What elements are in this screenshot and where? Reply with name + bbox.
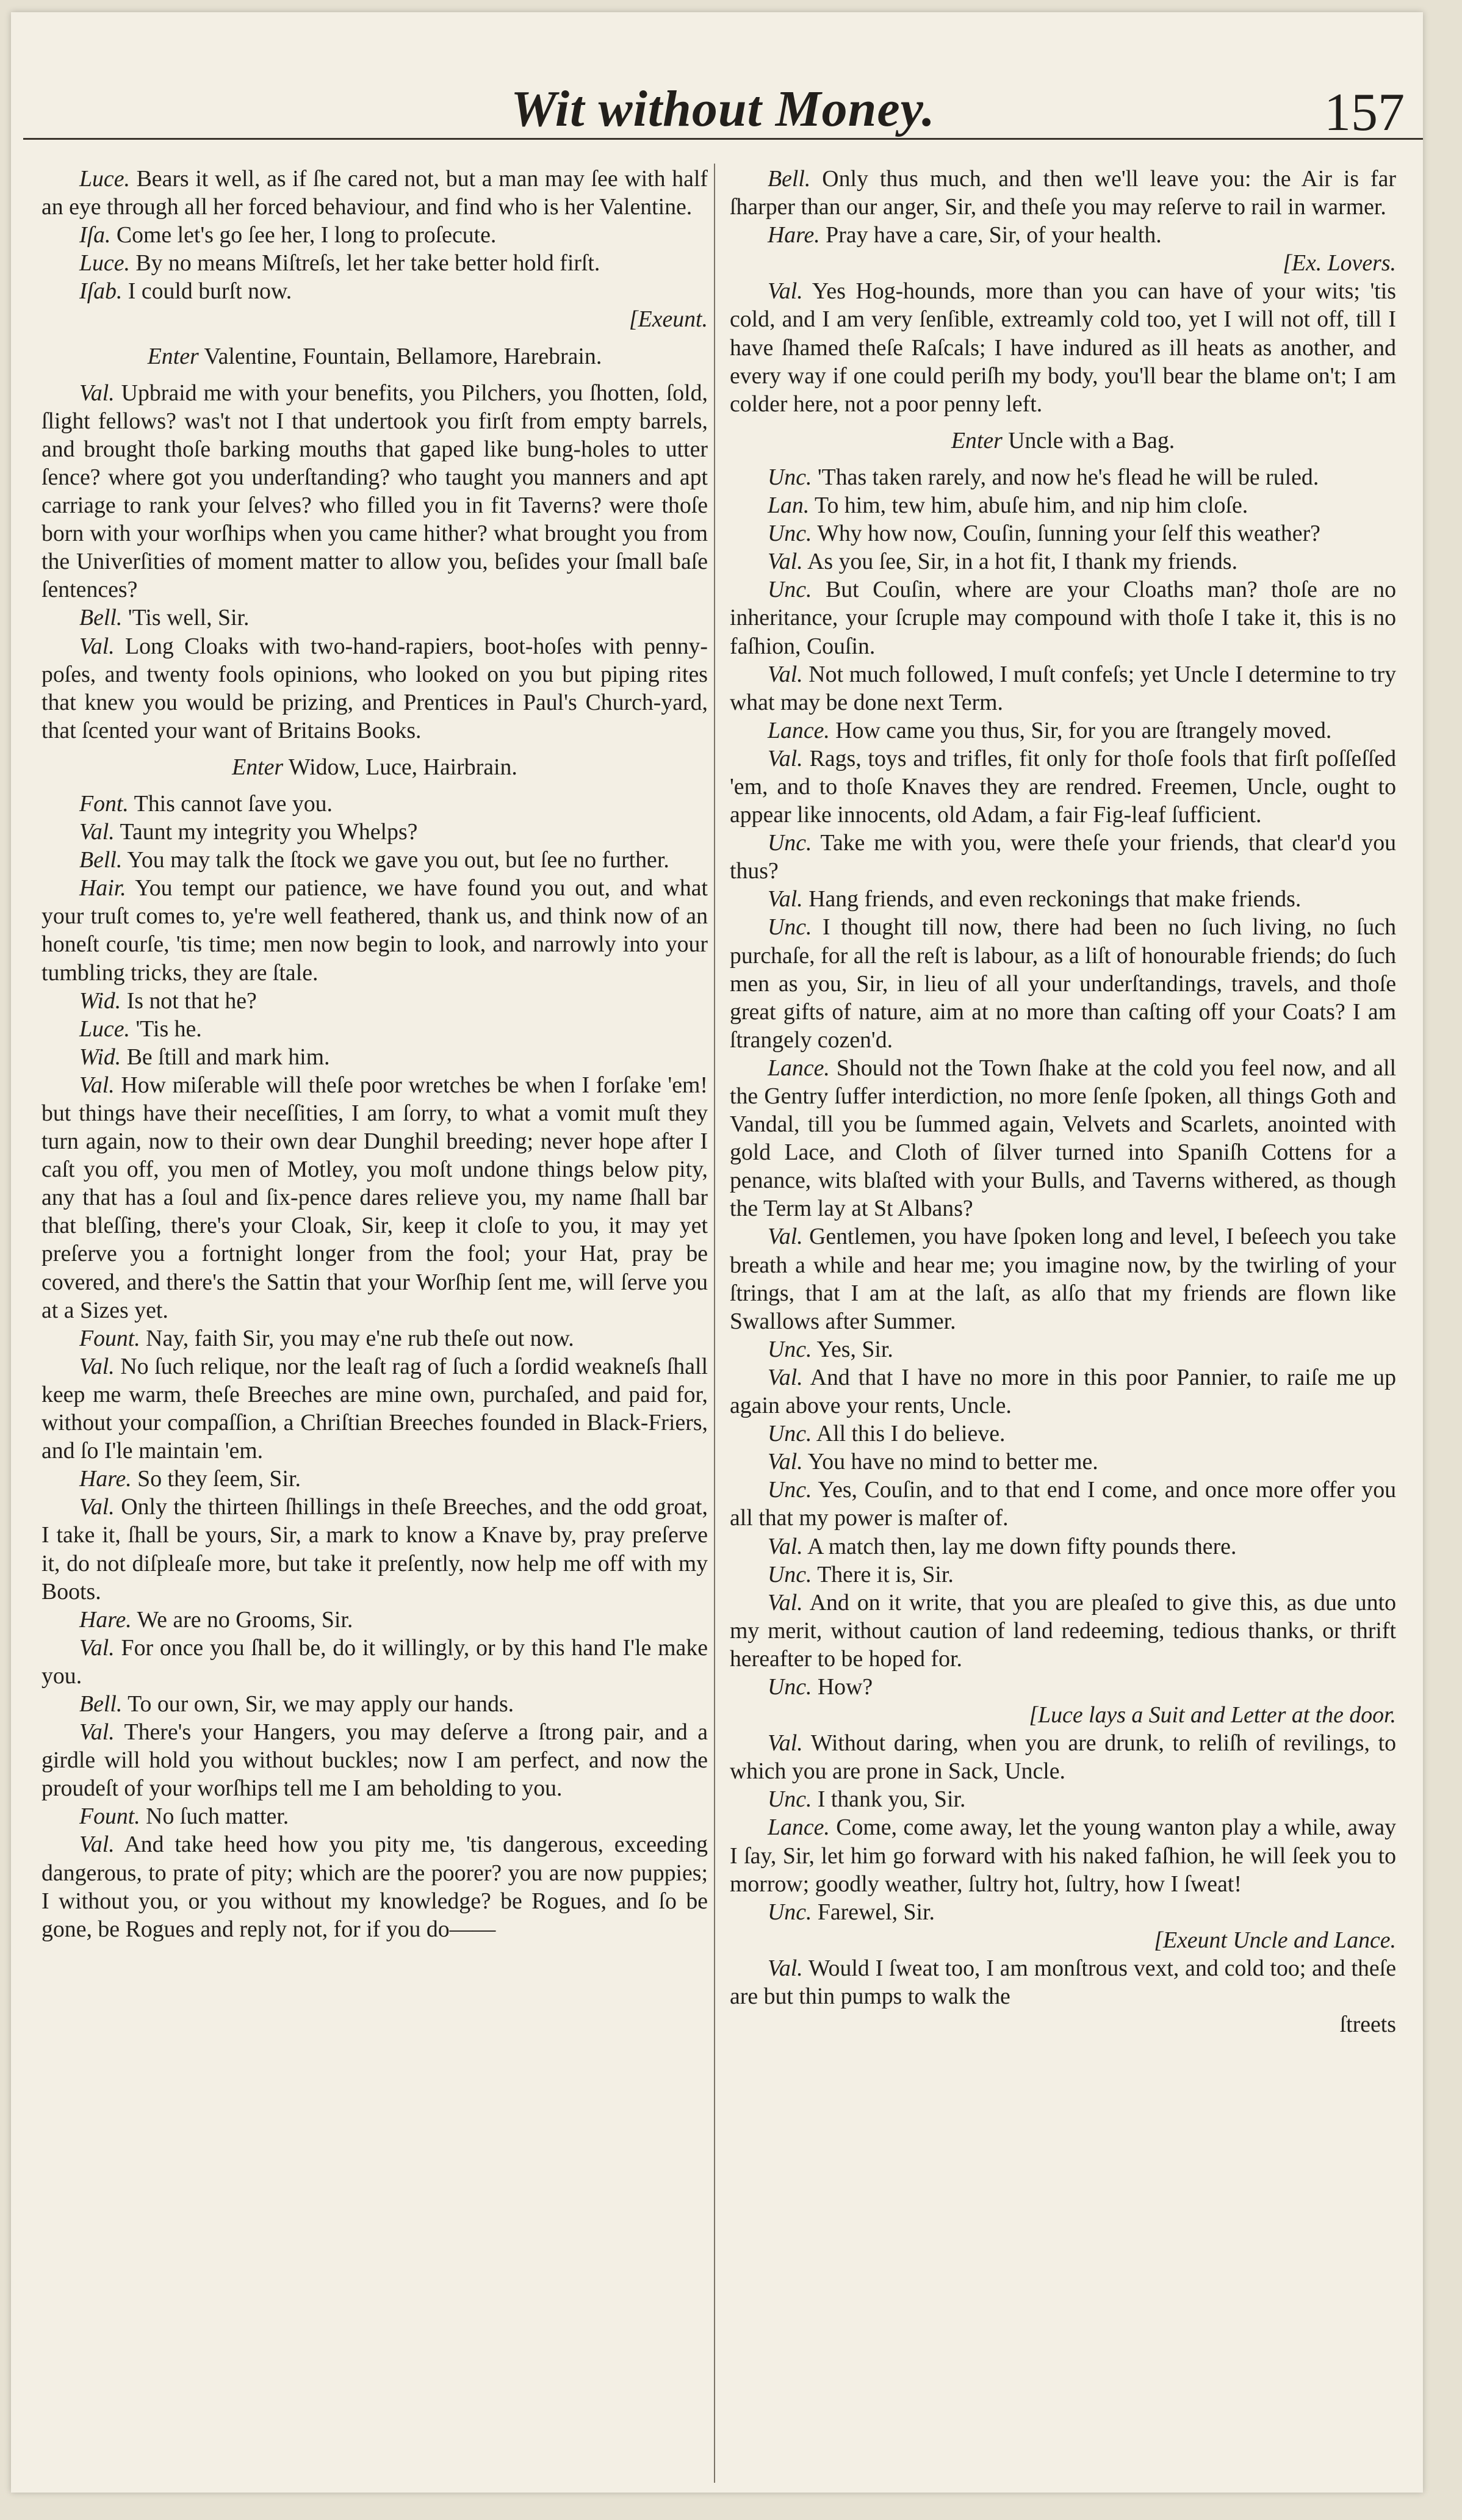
stage-direction: [Luce lays a Suit and Letter at the door. [1029,1702,1396,1728]
speech [41,604,708,632]
speaker-name: Val. [768,1533,803,1559]
speaker-name: Bell. [79,605,123,631]
speech [730,491,1396,519]
speaker-name: Fount. [79,1803,140,1830]
speech-text: I could burſt now. [122,278,292,305]
speech-text: Only thus much, and then we'll leave you: the Air is far ſharper than our anger, Sir, and theſe you may reſerve to rail in warmer. [730,166,1396,220]
speech [41,277,708,305]
speaker-name: Val. [768,1449,803,1475]
speaker-name: Val. [79,1494,115,1520]
speaker-name: Unc. [768,1899,812,1925]
speech-text: Upbraid me with your benefits, you Pilchers, you ſhotten, ſold, ſlight fellows? was't not I that undertook you firſt from empty barrels, and brought thoſe barking mouths that gaped like bung-holes to utter ſence? where got you underſtanding? who taught you manners and apt carriage to rank your ſelves? who filled you in fit Taverns? were thoſe born with your worſhips when you came hither? what brought you from the Univerſities of moment matter to allow you, beſides your ſmall baſe ſentences? [41,380,708,603]
speaker-name: Hare. [79,1606,132,1633]
speech-text: To our own, Sir, we may apply our hands. [122,1691,514,1717]
speech-text: Is not that he? [121,987,257,1014]
speech [730,745,1396,829]
speaker-name: Hair. [79,875,126,901]
speech [730,1561,1396,1589]
speaker-name: Val. [768,1730,803,1756]
speech [41,249,708,277]
speech [730,463,1396,491]
speaker-name: Val. [768,745,803,771]
speech-text: Should not the Town ſhake at the cold you feel now, and all the Gentry ſuffer interdiction, no more ſenſe ſpoken, all things Goth and Vandal, till you be ſummed again, Velvets and Scarlets, anointed with gold Lace, and Cloth of ſilver turned into Spaniſh Cottens for a penance, wits blaſted with your Bulls, and Taverns withered, as though the Term lay at St Albans? [730,1055,1396,1222]
speaker-name: Luce. [79,166,130,192]
stage-entrance [41,753,708,781]
speaker-name: Val. [79,1832,115,1858]
speaker-name: Iſa. [79,222,111,248]
speech-text: Come let's go ſee her, I long to proſecute. [110,222,497,248]
right-column [730,165,1396,2038]
speech [41,165,708,221]
speech-text: Farewel, Sir. [812,1899,935,1925]
speech-text: Rags, toys and trifles, fit only for thoſe fools that firſt poſſeſſed 'em, and to thoſe Knaves they are rendred. Freemen, Uncle, ought to appear like innocents, old Adam, a fair Fig-leaf ſufficient. [730,745,1396,828]
column-divider [714,164,715,2483]
stage-direction: [Exeunt. [628,306,708,333]
speaker-name: Bell. [79,847,123,873]
stage-entrance [41,342,708,370]
speech-text: Bears it well, as if ſhe cared not, but a man may ſee with half an eye through all her forced behaviour, and find who is her Valentine. [41,166,708,220]
speaker-name: Fount. [79,1325,140,1351]
speaker-name: Unc. [768,521,812,547]
entrance-characters: Widow, Luce, Hairbrain. [283,754,517,780]
speaker-name: Val. [79,1072,115,1098]
entrance-lead: Enter [951,427,1003,453]
speech [41,1324,708,1352]
speaker-name: Hare. [768,222,820,248]
speech-text: Yes, Couſin, and to that end I come, and once more offer you all that my power is maſter of. [730,1477,1396,1531]
speech [41,1465,708,1493]
speech-text: You tempt our patience, we have found you out, and what your truſt comes to, ye're well feathered, thank us, and think now of an honeſt courſe, 'tis time; men now begin to look, and narrowly into your tumbling tricks, they are ſtale. [41,875,708,986]
speaker-name: Unc. [768,1477,812,1503]
speech [41,874,708,986]
speech-text: Without daring, when you are drunk, to reliſh of revilings, to which you are prone in Sack, Uncle. [730,1730,1396,1785]
speech [41,1718,708,1802]
speech [730,221,1396,249]
speech [730,1813,1396,1897]
speaker-name: Unc. [768,1336,812,1362]
catchword: ſtreets [1339,2012,1396,2038]
running-title: Wit without Money. [511,81,935,137]
speech [41,1634,708,1690]
speech-text: No ſuch matter. [140,1803,289,1830]
speech [41,1690,708,1718]
speech-text: So they ſeem, Sir. [131,1466,301,1492]
speaker-name: Val. [768,1955,803,1981]
speech-text: And on it write, that you are pleaſed to give this, as due unto my merit, without caution of land redeeming, tedious thanks, or thrift hereafter to be hoped for. [730,1589,1396,1672]
speech-text: How? [812,1673,873,1700]
speech [730,1054,1396,1223]
speech-text: For once you ſhall be, do it willingly, or by this hand I'le make you. [41,1634,708,1689]
speech-text: Long Cloaks with two-hand-rapiers, boot-hoſes with penny-poſes, and twenty fools opinions, who looked on you but piping rites that knew you would be prizing, and Prentices in Paul's Church-yard, that ſcented your want of Britains Books. [41,633,708,743]
speaker-name: Font. [79,790,129,817]
speaker-name: Unc. [768,914,812,940]
speech [730,1363,1396,1420]
speech-text: How miſerable will theſe poor wretches be when I forſake 'em! but things have their neceſſities, I am ſorry, to what a vomit muſt they turn again, now to their own dear Dunghil breeding; never hope after I caſt you off, you men of Motley, you moſt undone things below pity, any that has a ſoul and ſix-pence dares relieve you, my name ſhall bar that bleſſing, there's your Cloak, Sir, keep it cloſe to you, it may yet preſerve you a fortnight longer from the fool; your Hat, pray be covered, and there's the Sattin that your Worſhip ſent me, will ſerve you at a Sizes yet. [41,1072,708,1323]
speech [730,576,1396,660]
speech [730,1589,1396,1673]
speech [730,519,1396,547]
speech-text: Take me with you, were theſe your friends, that clear'd you thus? [730,830,1396,884]
left-column [41,165,708,1943]
stage-entrance [730,427,1396,455]
speaker-name: Unc. [768,1786,812,1813]
speech [730,277,1396,417]
speech-text: 'Tis he. [129,1016,202,1042]
speech [730,660,1396,717]
speech-text: Be ſtill and mark him. [121,1044,330,1070]
speaker-name: Lan. [768,493,810,519]
speech [730,1476,1396,1532]
speech-text: I thank you, Sir. [812,1786,966,1813]
entrance-lead: Enter [232,754,284,780]
speaker-name: Val. [768,278,803,305]
speech-text: But Couſin, where are your Cloaths man? thoſe are no inheritance, your ſcruple may compound with thoſe I take it, this is no faſhion, Couſin. [730,577,1396,659]
speaker-name: Unc. [768,1561,812,1587]
speech [41,1830,708,1943]
speech-text: This cannot ſave you. [128,790,333,817]
speech-text: To him, tew him, abuſe him, and nip him cloſe. [809,493,1248,519]
speech [730,885,1396,913]
speech [41,1352,708,1465]
speech-text: 'Thas taken rarely, and now he's flead he will be ruled. [812,464,1319,490]
speaker-name: Hare. [79,1466,132,1492]
speech-text: 'Tis well, Sir. [122,605,250,631]
speech-text: Come, come away, let the young wanton play a while, away I ſay, Sir, let him go forward with his naked faſhion, he will ſeek you to morrow; goodly weather, ſultry hot, ſultry, how I ſweat! [730,1814,1396,1897]
speaker-name: Bell. [79,1691,123,1717]
speech-text: And take heed how you pity me, 'tis dangerous, exceeding dangerous, to prate of pity; which are the poorer? you are now puppies; I without you, or you without my knowledge? be Rogues, and ſo be gone, be Rogues and reply not, for if you do—— [41,1832,708,1942]
entrance-lead: Enter [147,343,199,369]
speaker-name: Val. [79,633,115,659]
speaker-name: Val. [768,1364,803,1390]
entrance-characters: Valentine, Fountain, Bellamore, Harebrain. [198,343,602,369]
speaker-name: Bell. [768,166,811,192]
page-number: 157 [1324,83,1405,142]
speaker-name: Lance. [768,1055,830,1081]
speaker-name: Lance. [768,1814,830,1841]
speaker-name: Val. [79,1353,115,1379]
speech-text: A match then, lay me down fifty pounds there. [802,1533,1237,1559]
speech [730,717,1396,745]
speech [41,221,708,249]
speech [730,1448,1396,1476]
speech [730,829,1396,885]
speaker-name: Iſab. [79,278,123,305]
speech-text: You have no mind to better me. [802,1449,1098,1475]
stage-direction: [Ex. Lovers. [1283,250,1396,276]
speech-text: There it is, Sir. [812,1561,954,1587]
speech [41,1043,708,1071]
speech-text: Yes Hog-hounds, more than you can have of your wits; 'tis cold, and I am very ſenſible, extreamly cold too, yet I will not off, till I have ſhamed theſe Raſcals; I have indured as ill heats as another, and every way if one could periſh my body, you'll bear the blame on't; I am colder here, not a poor penny left. [730,278,1396,417]
speaker-name: Wid. [79,987,121,1014]
speech-text: No ſuch relique, nor the leaſt rag of ſuch a ſordid weakneſs ſhall keep me warm, theſe Breeches are mine own, purchaſed, and paid for, without your compaſſion, a Chriſtian Breeches founded in Black-Friers, and ſo I'le maintain 'em. [41,1353,708,1464]
speech [730,165,1396,221]
speech [730,1729,1396,1785]
speaker-name: Wid. [79,1044,121,1070]
speech [41,987,708,1015]
speech-text: Taunt my integrity you Whelps? [114,819,418,845]
speech [41,632,708,745]
speech [730,1785,1396,1813]
speech [41,379,708,604]
speech-text: Nay, faith Sir, you may e'ne rub theſe out now. [140,1325,574,1351]
speech-text: As you ſee, Sir, in a hot fit, I thank my friends. [802,549,1238,575]
speech-text: Would I ſweat too, I am monſtrous vext, and cold too; and theſe are but thin pumps to walk the [730,1955,1396,2009]
speech [41,1071,708,1324]
speech-text: We are no Grooms, Sir. [131,1606,353,1633]
speech-text: Hang friends, and even reckonings that make friends. [802,886,1302,912]
stage-direction: [Exeunt Uncle and Lance. [1154,1927,1396,1953]
speech [41,846,708,874]
speech-text: Gentlemen, you have ſpoken long and level, I beſeech you take breath a while and hear me; you imagine now, by the twirling of your ſtrings, that I am at the laſt, as alſo that my friends are flown like Swallows after Summer. [730,1224,1396,1334]
speech [41,1015,708,1043]
speech [41,790,708,818]
speech [41,1802,708,1830]
speech-text: There's your Hangers, you may deſerve a ſtrong pair, and a girdle will hold you without buckles; now I am perfect, and now the proudeſt of your worſhips tell me I am beholding to you. [41,1719,708,1802]
speech [730,1898,1396,1926]
speech [730,1222,1396,1335]
speech [730,547,1396,576]
speech-text: Only the thirteen ſhillings in theſe Breeches, and the odd groat, I take it, ſhall be yours, Sir, a mark to know a Knave by, pray preſerve it, do not diſpleaſe more, but take it preſently, now help me off with my Boots. [41,1494,708,1605]
speech [730,1673,1396,1701]
speech [41,1606,708,1634]
speech [41,1493,708,1605]
speech-text: Why how now, Couſin, ſunning your ſelf this weather? [812,521,1320,547]
speech-text: Yes, Sir. [812,1336,893,1362]
speech-text: How came you thus, Sir, for you are ſtrangely moved. [829,717,1332,743]
speaker-name: Unc. [768,830,812,856]
speech [730,1420,1396,1448]
speaker-name: Luce. [79,250,130,276]
page-header [23,79,1423,140]
speech-text: Not much followed, I muſt confeſs; yet Uncle I determine to try what may be done next Term. [730,661,1396,715]
speaker-name: Val. [79,1634,115,1661]
speech [41,818,708,846]
speaker-name: Val. [768,1589,803,1616]
speech [730,913,1396,1053]
speech [730,1533,1396,1561]
speech [730,1335,1396,1363]
speaker-name: Unc. [768,1673,812,1700]
speaker-name: Unc. [768,464,812,490]
speaker-name: Val. [768,886,803,912]
speaker-name: Val. [79,819,115,845]
speech-text: You may talk the ſtock we gave you out, but ſee no further. [122,847,669,873]
speaker-name: Val. [768,1224,803,1250]
speech-text: By no means Miſtreſs, let her take better hold firſt. [129,250,600,276]
entrance-characters: Uncle with a Bag. [1002,427,1175,453]
speaker-name: Val. [79,1719,115,1746]
speech-text: All this I do believe. [812,1421,1006,1447]
speaker-name: Unc. [768,577,812,603]
speaker-name: Val. [768,549,803,575]
speech-text: And that I have no more in this poor Pannier, to raiſe me up again above your rents, Uncle. [730,1364,1396,1419]
speech [730,1954,1396,2010]
speaker-name: Luce. [79,1016,130,1042]
speaker-name: Val. [768,661,803,687]
speaker-name: Lance. [768,717,830,743]
speaker-name: Unc. [768,1421,812,1447]
book-page [11,12,1423,2493]
speech-text: Pray have a care, Sir, of your health. [819,222,1162,248]
speech-text: I thought till now, there had been no ſuch living, no ſuch purchaſe, for all the reſt is labour, as a liſt of honourable friends; do ſuch men as you, Sir, in lieu of all your underſtandings, travels, and thoſe great gifts of nature, aim at no more than caſting off your Coats? I am ſtrangely cozen'd. [730,914,1396,1053]
speaker-name: Val. [79,380,115,406]
